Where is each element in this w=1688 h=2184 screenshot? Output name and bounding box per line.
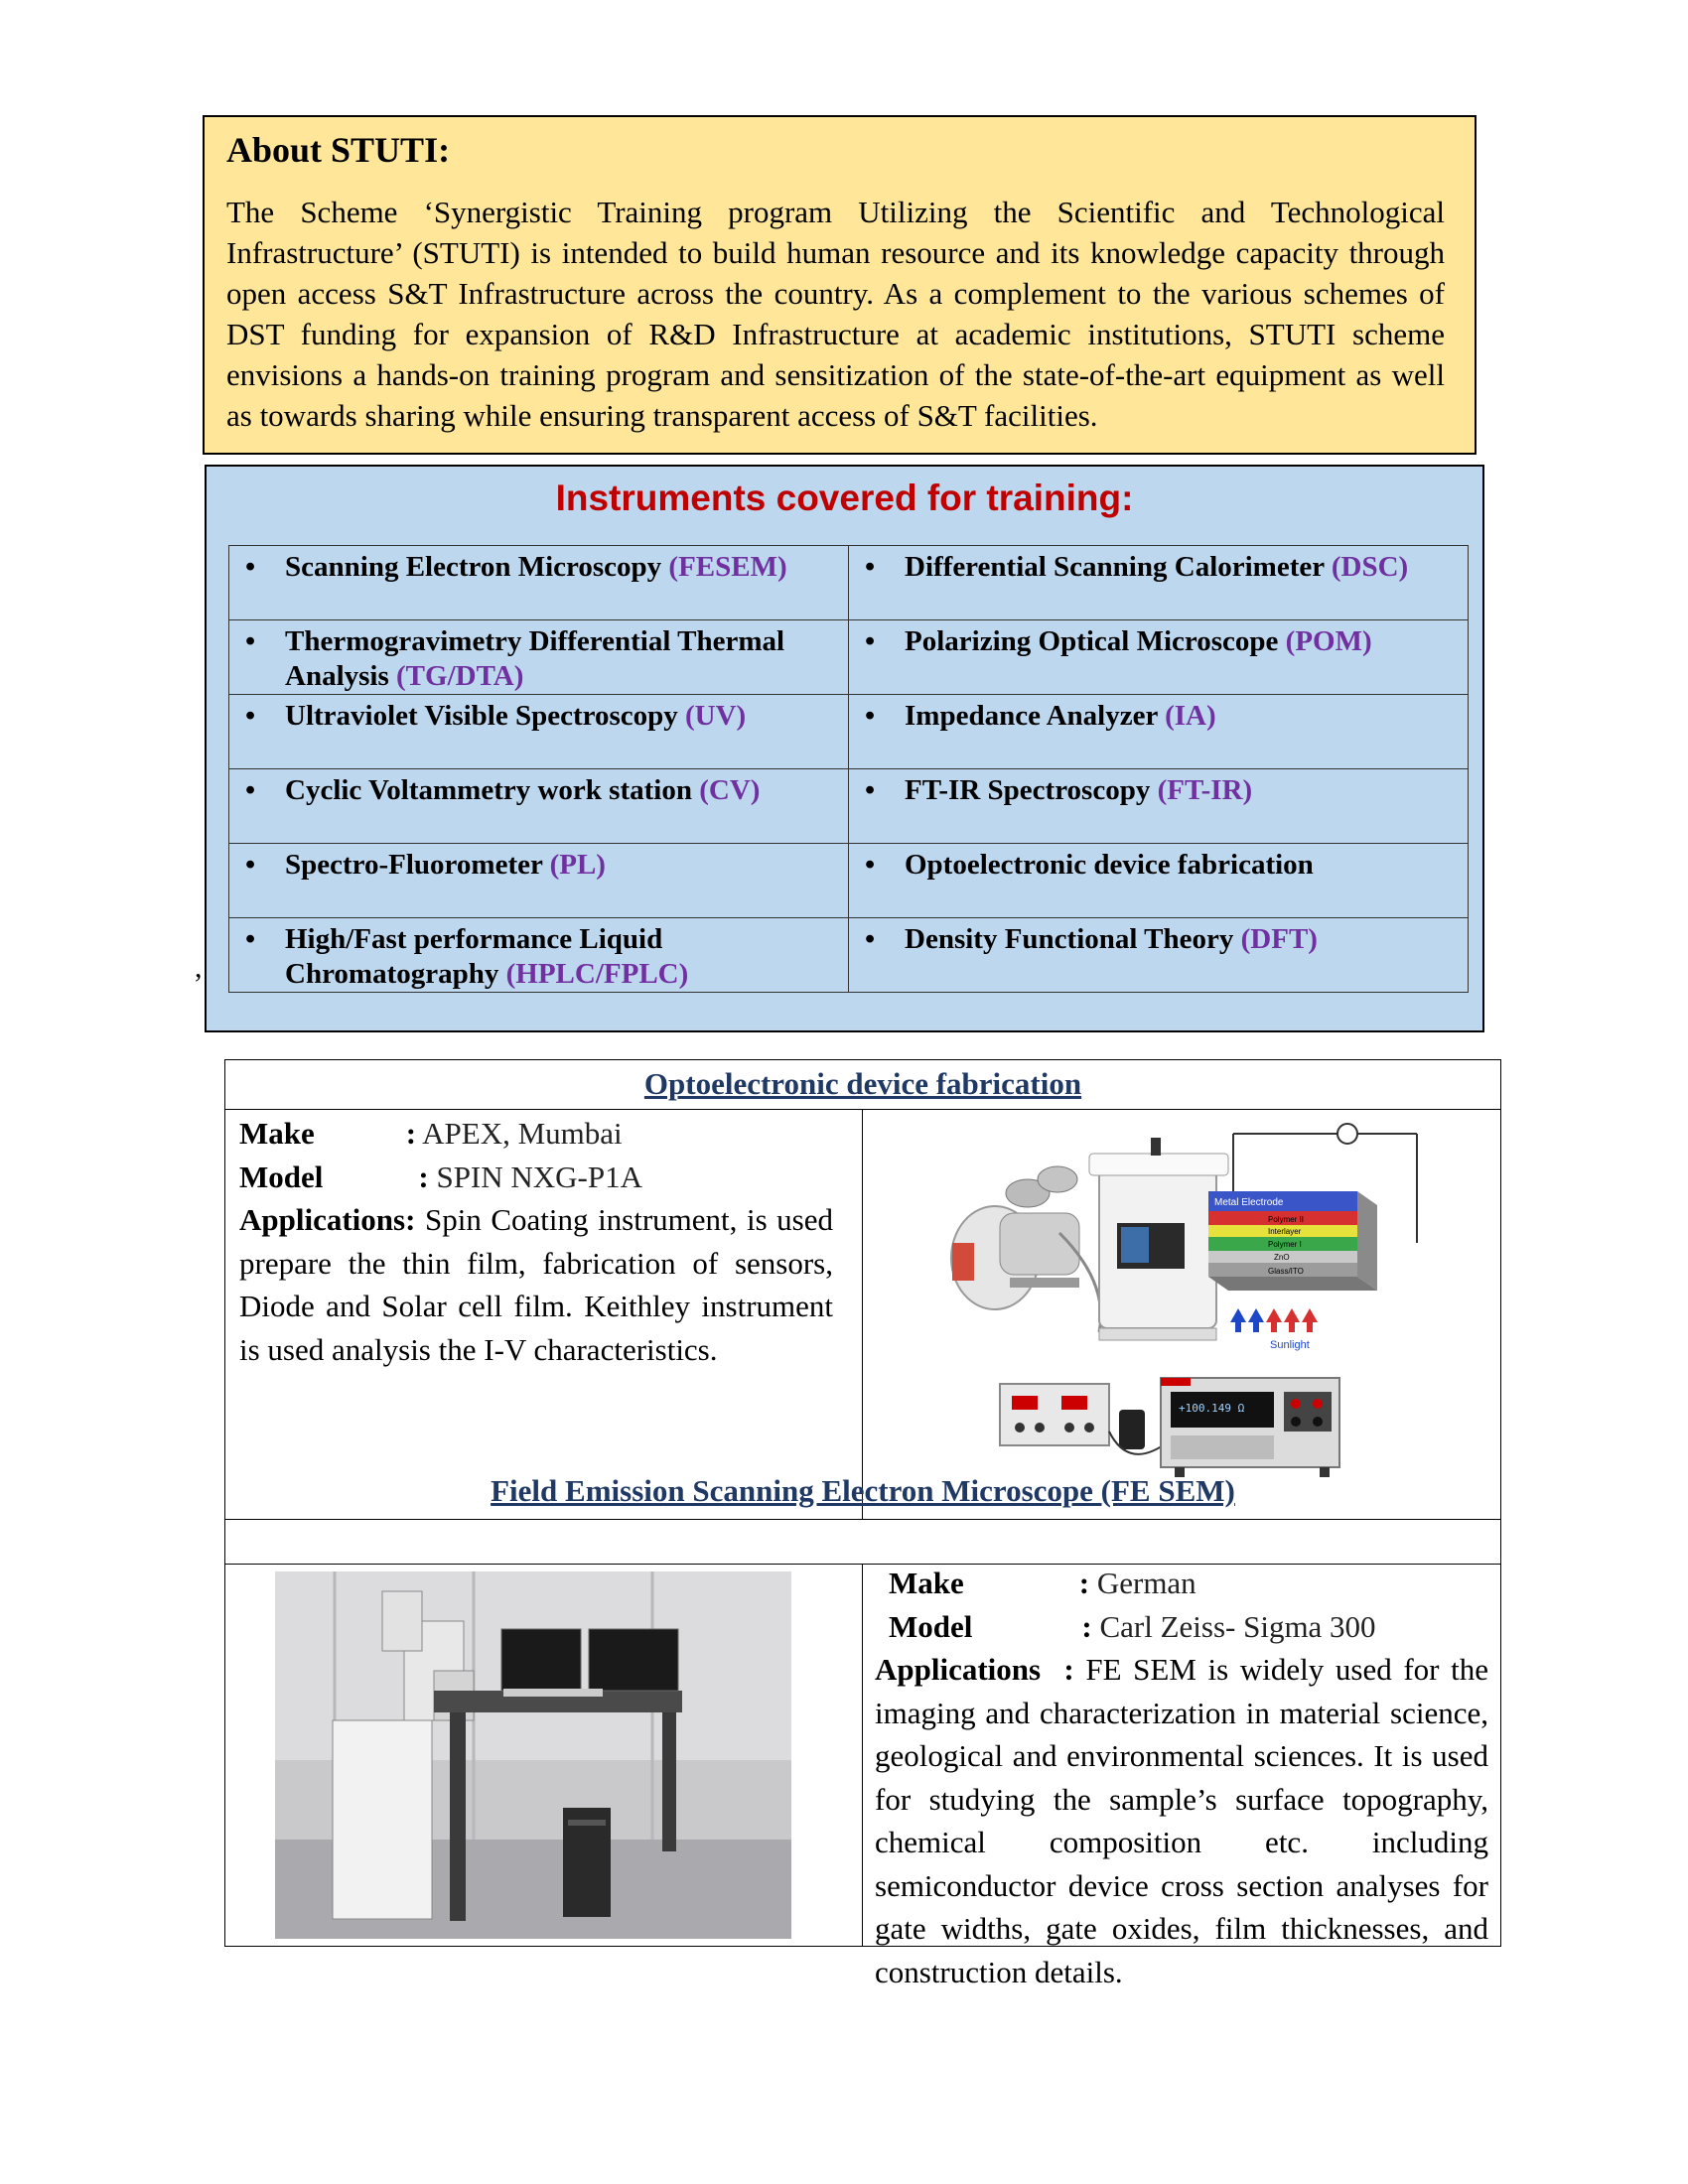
layer-label: Polymer II [1268, 1215, 1305, 1224]
model-value: Carl Zeiss- Sigma 300 [1099, 1608, 1376, 1644]
bullet-icon: • [865, 923, 876, 955]
instrument-cell [229, 620, 849, 695]
vacuum-pump-icon [951, 1166, 1101, 1332]
instrument-name: Differential Scanning Calorimeter [905, 551, 1325, 583]
instrument-name: Cyclic Voltammetry work station [285, 774, 692, 806]
instrument-abbreviation: (UV) [685, 700, 747, 732]
bullet-icon: • [865, 774, 876, 806]
instrument-row [229, 620, 1469, 695]
instrument-cell [849, 918, 1469, 993]
layer-label: Interlayer [1268, 1227, 1302, 1236]
applications-label: Applications: [239, 1202, 416, 1237]
instrument-abbreviation: (DFT) [1240, 923, 1318, 955]
instrument-name: Scanning Electron Microscopy [285, 551, 662, 583]
bullet-icon: • [865, 625, 876, 657]
source-meter-icon [1161, 1378, 1339, 1477]
instruments-title: Instruments covered for training: [555, 478, 1134, 518]
fesem-instrument-image [275, 1571, 791, 1939]
model-label: Model [239, 1159, 324, 1194]
layer-label: Metal Electrode [1214, 1197, 1284, 1208]
instrument-abbreviation: (FESEM) [668, 551, 787, 583]
make-value: German [1096, 1566, 1196, 1600]
instrument-cell [849, 620, 1469, 695]
instrument-name: Optoelectronic device fabrication [905, 849, 1314, 881]
instrument-name: FT-IR Spectroscopy [905, 774, 1151, 806]
layer-label: Polymer I [1268, 1240, 1302, 1249]
bullet-icon: • [245, 923, 256, 955]
instrument-abbreviation: (FT-IR) [1157, 774, 1253, 806]
instrument-row [229, 844, 1469, 918]
instrument-abbreviation: (IA) [1165, 700, 1216, 732]
layer-label: Glass/ITO [1268, 1267, 1304, 1276]
bullet-icon: • [865, 849, 876, 881]
layer-label: ZnO [1274, 1253, 1290, 1262]
instrument-name: Spectro-Fluorometer [285, 849, 543, 881]
power-supply-icon [1000, 1384, 1169, 1454]
instrument-cell [849, 546, 1469, 620]
about-stuti-box [203, 115, 1477, 455]
instrument-abbreviation: (HPLC/FPLC) [505, 958, 689, 990]
device-structure-icon [1208, 1124, 1417, 1351]
bullet-icon: • [245, 700, 256, 732]
make-label: Make [239, 1116, 315, 1151]
fesem-section-title: Field Emission Scanning Electron Microscope (FE SEM) [491, 1473, 1235, 1508]
instrument-name: Polarizing Optical Microscope [905, 625, 1279, 657]
instrument-cell [849, 844, 1469, 918]
bullet-icon: • [245, 625, 256, 657]
about-title: About STUTI: [226, 130, 451, 170]
instruments-box [205, 465, 1484, 1032]
instrument-abbreviation: (PL) [549, 849, 606, 881]
instrument-name: Density Functional Theory [905, 923, 1234, 955]
bullet-icon: • [245, 849, 256, 881]
instrument-detail-table [224, 1059, 1501, 1989]
instrument-abbreviation: (POM) [1285, 625, 1372, 657]
bullet-icon: • [245, 551, 256, 583]
spin-coater-icon [1089, 1138, 1228, 1340]
make-value: APEX, Mumbai [422, 1116, 623, 1151]
instrument-cell [229, 769, 849, 844]
bullet-icon: • [245, 774, 256, 806]
applications-label: Applications [875, 1652, 1042, 1687]
instrument-row [229, 695, 1469, 769]
bullet-icon: • [865, 700, 876, 732]
instruments-table [228, 545, 1469, 993]
instrument-row [229, 769, 1469, 844]
instrument-abbreviation: (CV) [699, 774, 761, 806]
instrument-cell [229, 918, 849, 993]
optoelectronic-section-title: Optoelectronic device fabrication [643, 1066, 1082, 1101]
about-body: The Scheme ‘Synergistic Training program Utilizing the Scientific and Technological Infrastructure’ (STUTI) is intended to build human resource and its knowledge capacity through open access S&T Infrastructure across the country. As a complement to the various schemes of DST funding for expansion of R&D Infrastructure at academic institutions, STUTI scheme envisions a hands-on training program and sensitization of the state-of-the-art equipment as well as towards sharing while ensuring transparent access of S&T facilities. [226, 195, 1445, 434]
spin-coater-equipment-image [940, 1114, 1457, 1517]
instrument-row [229, 918, 1469, 993]
stray-comma: , [195, 951, 203, 984]
instrument-name: Impedance Analyzer [905, 700, 1158, 732]
fesem-specs: Make : German Model : Carl Zeiss- Sigma 300 Applications : FE SEM is widely used for the imaging and characterization in material science, geological and environmental sciences. It is used for studying the sample’s surface topography, chemical composition etc. including semiconductor device cross section analyses for gate widths, gate oxides, film thicknesses, and construction details. [875, 1566, 1489, 1989]
instrument-cell [849, 769, 1469, 844]
sunlight-label: Sunlight [1270, 1339, 1310, 1351]
instrument-name: Thermogravimetry Differential Thermal Analysis [285, 625, 785, 692]
instrument-cell [849, 695, 1469, 769]
applications-text: FE SEM is widely used for the imaging and characterization in material science, geological and environmental sciences. It is used for studying the sample’s surface topography, chemical composition etc. including semiconductor device cross section analyses for gate widths, gate oxides, film thicknesses, and construction details. [875, 1652, 1489, 1989]
instrument-abbreviation: (DSC) [1331, 551, 1409, 583]
model-label: Model [889, 1608, 973, 1644]
instrument-cell [229, 546, 849, 620]
optoelectronic-specs: Make : APEX, Mumbai Model : SPIN NXG-P1A Applications: Spin Coating instrument, is used prepare the thin film, fabrication of sensors, Diode and Solar cell film. Keithley instrument is used analysis the I-V characteristics. [239, 1116, 833, 1367]
instrument-name: Ultraviolet Visible Spectroscopy [285, 700, 678, 732]
instrument-abbreviation: (TG/DTA) [396, 660, 524, 692]
bullet-icon: • [865, 551, 876, 583]
instrument-cell [229, 844, 849, 918]
instrument-cell [229, 695, 849, 769]
make-label: Make [889, 1566, 964, 1600]
meter-readout: +100.149 Ω [1179, 1402, 1245, 1415]
instrument-name: High/Fast performance Liquid Chromatography [285, 923, 663, 990]
applications-text: Spin Coating instrument, is used prepare the thin film, fabrication of sensors, Diode and Solar cell film. Keithley instrument is used analysis the I-V characteristics. [239, 1202, 833, 1367]
instrument-row [229, 546, 1469, 620]
model-value: SPIN NXG-P1A [436, 1159, 643, 1194]
